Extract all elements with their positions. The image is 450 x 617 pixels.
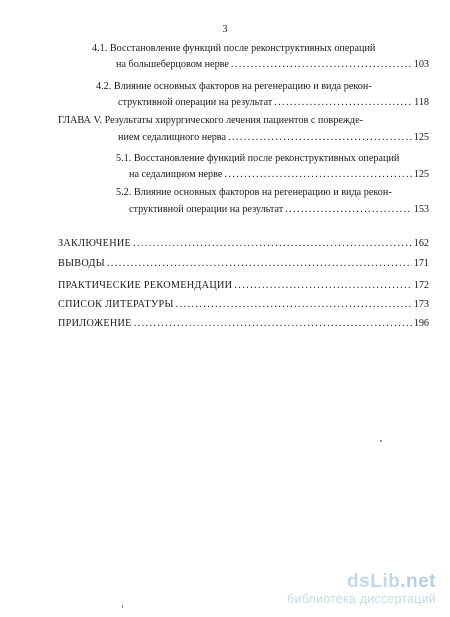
toc-page-number: 171	[413, 258, 429, 269]
toc-entry-text: ГЛАВА V. Результаты хирургического лечения пациентов с поврежде-	[58, 115, 363, 126]
scan-speck	[122, 605, 123, 608]
toc-page-number: 172	[413, 280, 429, 291]
leader-dots	[134, 317, 412, 331]
leader-dots	[285, 203, 412, 217]
leader-dots	[107, 257, 412, 271]
toc-entry-5-1-line2	[129, 168, 429, 182]
watermark-logo-main: dsLib	[347, 571, 401, 592]
toc-page-number: 103	[413, 59, 429, 70]
toc-entry-text: на седалищном нерве	[129, 169, 223, 180]
toc-entry-text: ЗАКЛЮЧЕНИЕ	[58, 238, 132, 249]
leader-dots	[228, 131, 412, 145]
toc-entry-5-2-line2	[129, 203, 429, 217]
toc-page-number: 118	[414, 97, 429, 108]
toc-page-number: 153	[413, 204, 429, 215]
toc-entry-4-2-line1	[96, 80, 372, 94]
toc-page-number: 162	[413, 238, 429, 249]
scan-speck	[380, 440, 382, 442]
toc-entry-text: ВЫВОДЫ	[58, 258, 105, 269]
toc-page-number: 125	[413, 169, 429, 180]
toc-entry-4-1-line2	[116, 58, 429, 72]
toc-entry-text: ПРАКТИЧЕСКИЕ РЕКОМЕНДАЦИИ	[58, 280, 233, 291]
watermark-subtitle: библиотека диссертаций	[287, 592, 436, 606]
toc-entry-text: СПИСОК ЛИТЕРАТУРЫ	[58, 299, 174, 310]
toc-entry-text: на большеберцовом нерве	[116, 59, 229, 70]
toc-entry-text: нием седалищного нерва	[118, 132, 227, 143]
leader-dots	[176, 298, 412, 312]
toc-entry-conclusion	[58, 237, 429, 251]
toc-entry-text: структивной операции на результат	[129, 204, 284, 215]
toc-entry-text: 5.2. Влияние основных факторов на регенерацию и вида рекон-	[116, 187, 392, 198]
toc-entry-references	[58, 298, 429, 312]
toc-entry-text: структивной операции на результат	[118, 97, 273, 108]
toc-entry-text: 4.1. Восстановление функций после реконструктивных операций	[92, 43, 376, 54]
toc-page-number: 196	[413, 318, 429, 329]
toc-entry-text: 4.2. Влияние основных факторов на регенерацию и вида рекон-	[96, 81, 372, 92]
toc-entry-text: ПРИЛОЖЕНИЕ	[58, 318, 132, 329]
watermark	[287, 572, 436, 607]
toc-entry-5-2-line1	[116, 186, 392, 200]
page-number: 3	[222, 24, 228, 35]
toc-entry-text: 5.1. Восстановление функций после реконструктивных операций	[116, 153, 400, 164]
toc-page-number: 125	[413, 132, 429, 143]
leader-dots	[231, 58, 412, 72]
toc-entry-recommendations	[58, 279, 429, 293]
watermark-logo	[287, 572, 436, 592]
toc-entry-findings	[58, 257, 429, 271]
toc-entry-5-1-line1	[116, 152, 399, 166]
leader-dots	[224, 168, 411, 182]
toc-entry-4-2-line2	[118, 96, 429, 110]
leader-dots	[234, 279, 411, 293]
leader-dots	[133, 237, 412, 251]
leader-dots	[274, 96, 412, 110]
toc-entry-appendix	[58, 317, 429, 331]
toc-page-number: 173	[413, 299, 429, 310]
toc-entry-chapter-5-line1	[58, 114, 363, 128]
watermark-logo-domain: .net	[400, 571, 436, 592]
toc-entry-chapter-5-line2	[118, 131, 429, 145]
toc-entry-4-1-line1	[92, 42, 375, 56]
